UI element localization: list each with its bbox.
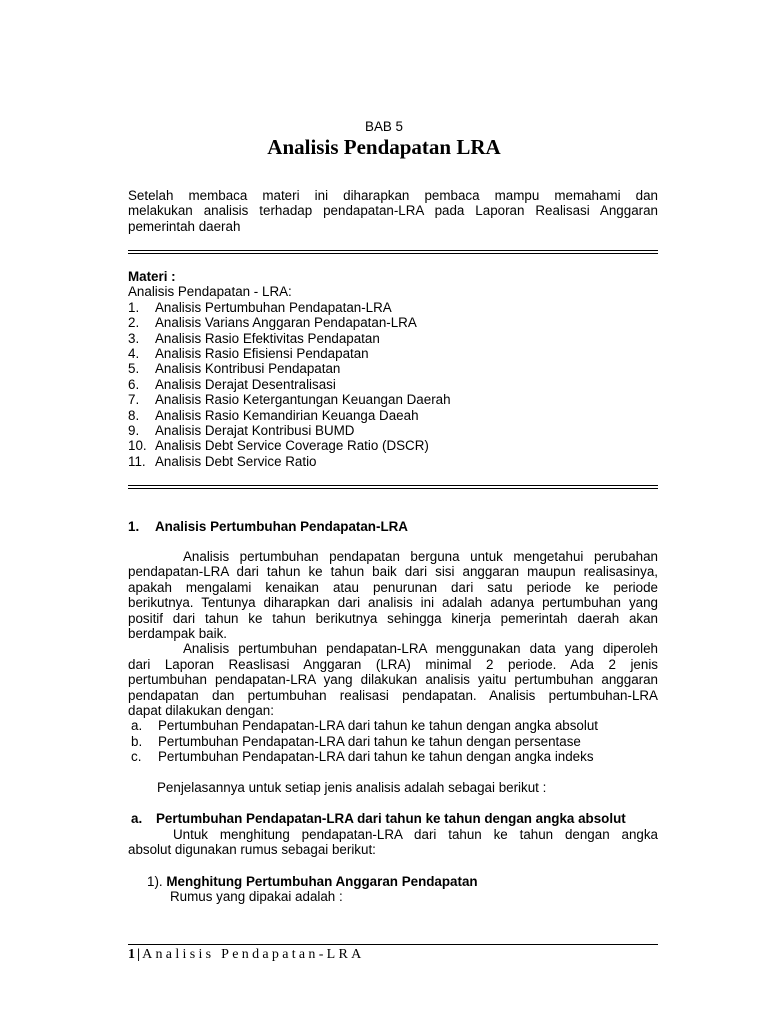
materi-item-label: Analisis Rasio Kemandirian Keuanga Daeah	[155, 407, 419, 423]
paragraph-line: Analisis pertumbuhan pendapatan-LRA menggunakan data yang diperoleh	[183, 641, 658, 657]
intro-line: pemerintah daerah	[128, 218, 241, 234]
materi-item-label: Analisis Rasio Efektivitas Pendapatan	[155, 330, 380, 346]
footer-rule	[128, 944, 658, 945]
section-number: 1.	[128, 519, 140, 534]
subsection-heading	[131, 811, 658, 826]
method-letter: a.	[131, 718, 143, 734]
materi-item	[128, 423, 658, 438]
footer-separator: |	[137, 947, 141, 962]
section-title: Analisis Pertumbuhan Pendapatan-LRA	[155, 519, 408, 534]
methods-list	[128, 718, 658, 764]
paragraph	[128, 641, 658, 718]
chapter-label: BAB 5	[365, 119, 403, 134]
method-item	[128, 718, 658, 733]
method-item	[128, 749, 658, 764]
materi-item	[128, 377, 658, 392]
paragraph-line: dapat dilakukan dengan:	[128, 703, 274, 719]
intro-paragraph	[128, 188, 658, 234]
materi-item-label: Analisis Derajat Kontribusi BUMD	[155, 422, 355, 438]
paragraph-line: apakah mengalami kenaikan atau penurunan dari satu periode ke periode	[128, 579, 658, 595]
section-heading	[128, 519, 658, 534]
method-letter: c.	[131, 749, 142, 765]
intro-line: Setelah membaca materi ini diharapkan pembaca mampu memahami dan	[128, 188, 658, 203]
materi-section	[128, 269, 658, 469]
double-divider	[128, 485, 658, 489]
method-label: Pertumbuhan Pendapatan-LRA dari tahun ke tahun dengan angka absolut	[158, 718, 598, 734]
materi-list	[128, 300, 658, 469]
materi-item-number: 5.	[128, 361, 140, 377]
materi-item	[128, 300, 658, 315]
method-item	[128, 734, 658, 749]
intro-line: melakukan analisis terhadap pendapatan-LRA pada Laporan Realisasi Anggaran	[128, 203, 658, 219]
materi-item	[128, 408, 658, 423]
materi-item	[128, 331, 658, 346]
materi-item-label: Analisis Pertumbuhan Pendapatan-LRA	[155, 299, 392, 315]
materi-item-number: 8.	[128, 407, 140, 423]
section-body	[128, 549, 658, 765]
materi-subheading: Analisis Pendapatan - LRA:	[128, 284, 292, 300]
materi-item-number: 2.	[128, 315, 140, 331]
page-title: Analisis Pendapatan LRA	[267, 135, 501, 159]
double-divider	[128, 250, 658, 254]
materi-item-label: Analisis Rasio Ketergantungan Keuangan Daerah	[155, 392, 451, 408]
materi-item-number: 1.	[128, 299, 140, 315]
materi-item-label: Analisis Debt Service Coverage Ratio (DSCR)	[155, 438, 429, 454]
paragraph-line: positif dari tahun ke tahun berikutnya sehingga kinerja pemerintah daerah akan	[128, 610, 658, 626]
materi-item-number: 3.	[128, 330, 140, 346]
paragraph-line: pendapatan dan pertumbuhan realisasi pendapatan. Analisis pertumbuhan-LRA	[128, 687, 658, 703]
formula-intro: Rumus yang dipakai adalah :	[170, 889, 343, 904]
footer-text: Analisis Pendapatan-LRA	[142, 947, 365, 962]
subsection-line: absolut digunakan rumus sebagai berikut:	[128, 842, 376, 858]
materi-item	[128, 392, 658, 407]
paragraph-line: pendapatan-LRA dari tahun ke tahun baik dari sisi anggaran maupun realisasinya,	[128, 564, 658, 580]
paragraph	[128, 549, 658, 641]
materi-item-number: 7.	[128, 392, 140, 408]
materi-item-number: 6.	[128, 376, 140, 392]
materi-item-label: Analisis Derajat Desentralisasi	[155, 376, 336, 392]
subsection-line: Untuk menghitung pendapatan-LRA dari tahun ke tahun dengan angka	[173, 827, 658, 842]
paragraph-line: berdampak baik.	[128, 626, 227, 642]
explanation-text: Penjelasannya untuk setiap jenis analisis adalah sebagai berikut :	[157, 780, 547, 795]
materi-item-number: 4.	[128, 345, 140, 361]
page-footer	[128, 946, 365, 964]
materi-item	[128, 361, 658, 376]
subsection-letter: a.	[131, 811, 143, 826]
paragraph-line: Analisis pertumbuhan pendapatan berguna untuk mengetahui perubahan	[183, 549, 658, 564]
materi-item	[128, 346, 658, 361]
materi-heading: Materi :	[128, 269, 176, 284]
materi-item	[128, 315, 658, 330]
materi-item-label: Analisis Kontribusi Pendapatan	[155, 361, 341, 377]
materi-item-number: 11.	[128, 453, 146, 469]
materi-item-label: Analisis Varians Anggaran Pendapatan-LRA	[155, 315, 417, 331]
materi-item	[128, 438, 658, 453]
paragraph-line: berikutnya. Tentunya diharapkan dari analisis ini adalah adanya pertumbuhan yang	[128, 595, 658, 611]
materi-item	[128, 454, 658, 469]
step-heading	[147, 874, 658, 889]
step-number: 1).	[147, 874, 163, 889]
materi-item-label: Analisis Debt Service Ratio	[155, 453, 317, 469]
paragraph-line: dari Laporan Reaslisasi Anggaran (LRA) minimal 2 periode. Ada 2 jenis	[128, 656, 658, 672]
paragraph-line: pertumbuhan pendapatan-LRA yang dilakukan analisis yaitu pertumbuhan anggaran	[128, 672, 658, 688]
materi-item-number: 9.	[128, 422, 140, 438]
step-title: Menghitung Pertumbuhan Anggaran Pendapatan	[166, 874, 478, 889]
method-label: Pertumbuhan Pendapatan-LRA dari tahun ke tahun dengan angka indeks	[158, 749, 594, 765]
subsection-body	[128, 827, 658, 858]
method-letter: b.	[131, 733, 143, 749]
materi-item-number: 10.	[128, 438, 147, 454]
subsection-title: Pertumbuhan Pendapatan-LRA dari tahun ke tahun dengan angka absolut	[156, 811, 626, 826]
page-number: 1	[128, 947, 135, 962]
method-label: Pertumbuhan Pendapatan-LRA dari tahun ke tahun dengan persentase	[158, 733, 581, 749]
materi-item-label: Analisis Rasio Efisiensi Pendapatan	[155, 345, 369, 361]
